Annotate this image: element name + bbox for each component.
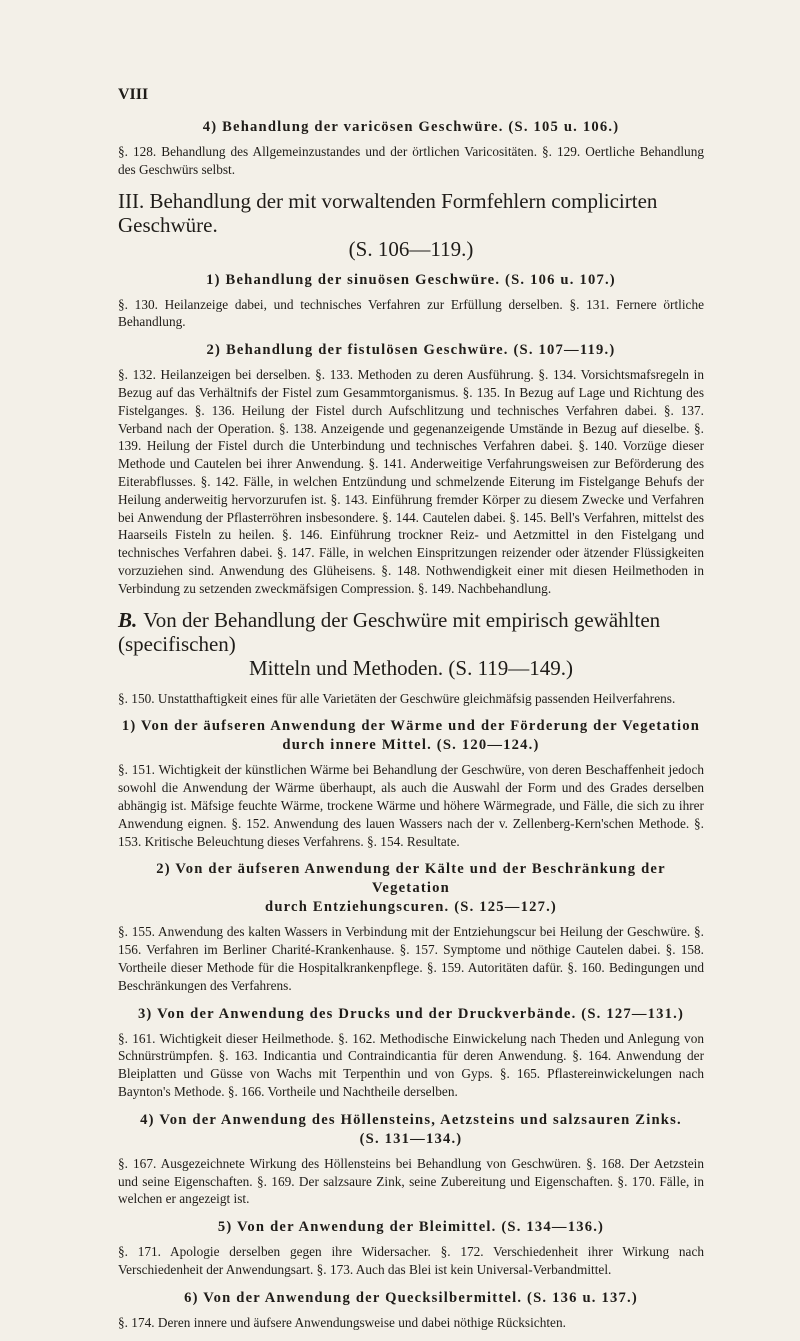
subsection-heading: [118, 1111, 704, 1149]
section-summary: §. 132. Heilanzeigen bei derselben. §. 133. Methoden zu deren Ausführung. §. 134. Vorsichtsmafsregeln in Bezug auf das Verhältnifs der Fistel zum Gesammtorganismus. §. 135. In Bezug auf Lage und Richtung des Fistelganges. §. 136. Heilung der Fistel durch Aufschlitzung und technisches Verfahren dabei. §. 137. Verband nach der Operation. §. 138. Anzeigende und gegenanzeigende Umstände in Bezug auf dieselbe. §. 139. Heilung der Fistel durch die Unterbindung und technisches Verfahren dabei. §. 140. Vorzüge dieser Methode und Cautelen bei ihrer Anwendung. §. 141. Anderweitige Verfahrungsweisen zur Beförderung des Eiterabflusses. §. 142. Fälle, in welchen Entzündung und schmelzende Eiterung im Fistelgange Behufs der Heilung anderweitig hervorzurufen ist. §. 143. Einführung fremder Körper zu diesem Zwecke und Verfahren bei Anwendung der Pflasterröhren insbesondere. §. 144. Cautelen dabei. §. 145. Bell's Verfahren, mittelst des Haarseils Fisteln zu heilen. §. 146. Einführung trockner Reiz- und Aetzmittel in den Fistelgang und technisches Verfahren dabei. §. 147. Fälle, in welchen Einspritzungen reizender oder ätzender Flüssigkeiten vorzuziehen sind. Anwendung des Glüheisens. §. 148. Nothwendigkeit einer mit diesen Heilmethoden in Verbindung zu setzenden zweckmäfsigen Compression. §. 149. Nachbehandlung.: [118, 367, 704, 596]
heading-line: durch innere Mittel. (S. 120—124.): [282, 737, 540, 754]
heading-line: 4) Von der Anwendung des Höllensteins, Aetzsteins und salzsauren Zinks.: [140, 1111, 682, 1128]
heading-line: 2) Von der äufseren Anwendung der Kälte und der Beschränkung der Vegetation: [156, 861, 666, 897]
section-summary: §. 128. Behandlung des Allgemeinzustandes und der örtlichen Varicositäten. §. 129. Oertliche Behandlung des Geschwürs selbst.: [118, 144, 704, 177]
section-summary: §. 155. Anwendung des kalten Wassers in Verbindung mit der Entziehungscur bei Heilung der Geschwüre. §. 156. Verfahren im Berliner Charité-Krankenhause. §. 157. Symptome und nöthige Cautelen dabei. §. 158. Vortheile dieser Methode für die Hospitalkrankenpflege. §. 159. Autoritäten dafür. §. 160. Bedingungen und Beschränkungen des Verfahrens.: [118, 924, 704, 993]
subsection-heading: 4) Behandlung der varicösen Geschwüre. (S. 105 u. 106.): [202, 119, 620, 135]
major-heading: [118, 189, 704, 261]
subsection-heading: 5) Von der Anwendung der Bleimittel. (S. 134—136.): [217, 1219, 605, 1236]
heading-line: Von der Behandlung der Geschwüre mit empirisch gewählten (specifischen): [118, 607, 661, 656]
section-letter: B.: [118, 607, 138, 632]
subsection-heading: 6) Von der Anwendung der Quecksilbermittel. (S. 136 u. 137.): [184, 1289, 638, 1306]
subsection-heading: 3) Von der Anwendung des Drucks und der Druckverbände. (S. 127—131.): [137, 1005, 685, 1022]
section-summary: §. 130. Heilanzeige dabei, und technisches Verfahren zur Erfüllung derselben. §. 131. Fernere örtliche Behandlung.: [118, 296, 704, 330]
page-number: VIII: [118, 86, 149, 103]
subsection-heading: [118, 860, 704, 917]
section-summary: §. 167. Ausgezeichnete Wirkung des Höllensteins bei Behandlung von Geschwüren. §. 168. Der Aetzstein und seine Eigenschaften. §. 169. Der salzsaure Zink, seine Zubereitung und Eigenschaften. §. 170. Fälle, in welchen er angezeigt ist.: [118, 1155, 704, 1207]
section-summary: §. 150. Unstatthaftigkeit eines für alle Varietäten der Geschwüre gleichmäfsig passenden Heilverfahrens.: [118, 690, 676, 706]
section-summary: §. 171. Apologie derselben gegen ihre Widersacher. §. 172. Verschiedenheit ihrer Wirkung nach Verschiedenheit der Anwendungsart. §. 173. Auch das Blei ist kein Universal-Verbandmittel.: [118, 1244, 704, 1277]
heading-line: 1) Von der äufseren Anwendung der Wärme und der Förderung der Vegetation: [121, 718, 701, 735]
subsection-heading: 2) Behandlung der fistulösen Geschwüre. (S. 107—119.): [206, 342, 616, 359]
heading-line: Mitteln und Methoden. (S. 119—149.): [248, 655, 574, 680]
heading-line: III. Behandlung der mit vorwaltenden Formfehlern complicirten Geschwüre.: [118, 188, 658, 237]
section-summary: §. 161. Wichtigkeit dieser Heilmethode. §. 162. Methodische Einwickelung nach Theden und Anlegung von Schnürstrümpfen. §. 163. Indicantia und Contraindicantia für deren Anwendung. §. 164. Anwendung der Bleiplatten und Güsse von Wachs mit Terpenthin und von Gyps. §. 165. Pflastereinwickelungen nach Baynton's Methode. §. 166. Vortheile und Nachtheile derselben.: [118, 1030, 704, 1099]
heading-line: (S. 131—134.): [359, 1130, 463, 1147]
table-of-contents: [118, 118, 704, 1341]
heading-line: durch Entziehungscuren. (S. 125—127.): [265, 899, 557, 916]
section-summary: §. 174. Deren innere und äufsere Anwendungsweise und dabei nöthige Rücksichten.: [118, 1314, 566, 1330]
subsection-heading: [118, 717, 704, 755]
section-summary: §. 151. Wichtigkeit der künstlichen Wärme bei Behandlung der Geschwüre, von deren Beschaffenheit jedoch sowohl die Anwendung der Wärme überhaupt, als auch die Auswahl der Form und des Grades derselben abhängig ist. Mäfsige feuchte Wärme, trockene Wärme und höhere Wärmegrade, und Fälle, die sich zu ihrer Anwendung eignen. §. 152. Anwendung des lauen Wassers nach der v. Zellenberg-Kern'schen Methode. §. 153. Kritische Beleuchtung dieses Verfahrens. §. 154. Resultate.: [118, 762, 704, 849]
major-heading: [118, 608, 704, 680]
heading-line: (S. 106—119.): [348, 236, 474, 261]
subsection-heading: 1) Behandlung der sinuösen Geschwüre. (S. 106 u. 107.): [206, 271, 616, 288]
